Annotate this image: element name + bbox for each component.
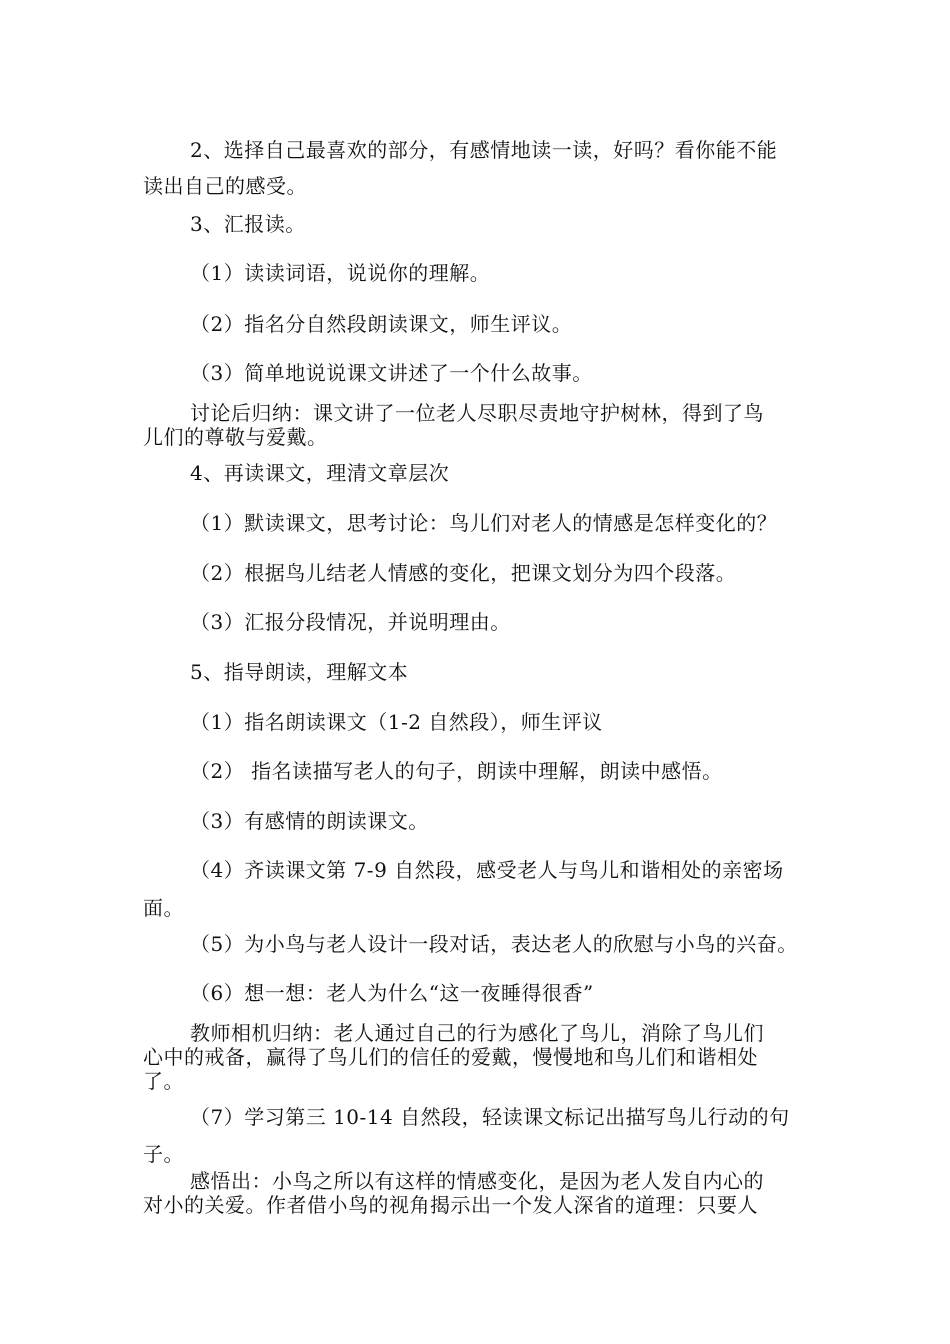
list-item: （3）汇报分段情况，并说明理由。 [190, 610, 511, 634]
paragraph-line: 感悟出：小鸟之所以有这样的情感变化，是因为老人发自内心的 [190, 1169, 764, 1193]
paragraph-line: 子。 [143, 1142, 184, 1166]
paragraph-line: 面。 [143, 896, 184, 920]
paragraph-line: 讨论后归纳：课文讲了一位老人尽职尽责地守护树林，得到了鸟 [190, 401, 764, 425]
list-item: （1）读读词语，说说你的理解。 [190, 261, 491, 285]
list-item: （1）默读课文，思考讨论：鸟儿们对老人的情感是怎样变化的？ [190, 511, 778, 535]
list-item: （5）为小鸟与老人设计一段对话，表达老人的欣慰与小鸟的兴奋。 [190, 932, 798, 956]
list-item: （6）想一想：老人为什么“这一夜睡得很香” [190, 981, 594, 1005]
section-heading: 5、指导朗读，理解文本 [190, 660, 409, 684]
list-item: （2） 指名读描写老人的句子，朗读中理解，朗读中感悟。 [190, 759, 723, 783]
list-item: （3）简单地说说课文讲述了一个什么故事。 [190, 361, 593, 385]
section-heading: 4、再读课文，理清文章层次 [190, 461, 450, 485]
paragraph-line: 了。 [143, 1069, 184, 1093]
paragraph-line: 儿们的尊敬与爱戴。 [143, 425, 328, 449]
paragraph-line: 读出自己的感受。 [143, 174, 307, 198]
section-heading: 3、汇报读。 [190, 212, 306, 236]
list-item: （2）根据鸟儿结老人情感的变化，把课文划分为四个段落。 [190, 561, 737, 585]
paragraph-line: 教师相机归纳：老人通过自己的行为感化了鸟儿，消除了鸟儿们 [190, 1021, 764, 1045]
paragraph-line: 心中的戒备，赢得了鸟儿们的信任的爱戴，慢慢地和鸟儿们和谐相处 [143, 1045, 758, 1069]
list-item: （1）指名朗读课文（1-2 自然段），师生评议 [190, 710, 603, 734]
list-item: （3）有感情的朗读课文。 [190, 809, 429, 833]
list-item: （7）学习第三 10-14 自然段，轻读课文标记出描写鸟儿行动的句 [190, 1105, 790, 1129]
list-item: （4）齐读课文第 7-9 自然段，感受老人与鸟儿和谐相处的亲密场 [190, 858, 784, 882]
paragraph-line: 2、选择自己最喜欢的部分，有感情地读一读，好吗？看你能不能 [190, 138, 778, 162]
list-item: （2）指名分自然段朗读课文，师生评议。 [190, 312, 573, 336]
paragraph-line: 对小的关爱。作者借小鸟的视角揭示出一个发人深省的道理：只要人 [143, 1193, 758, 1217]
